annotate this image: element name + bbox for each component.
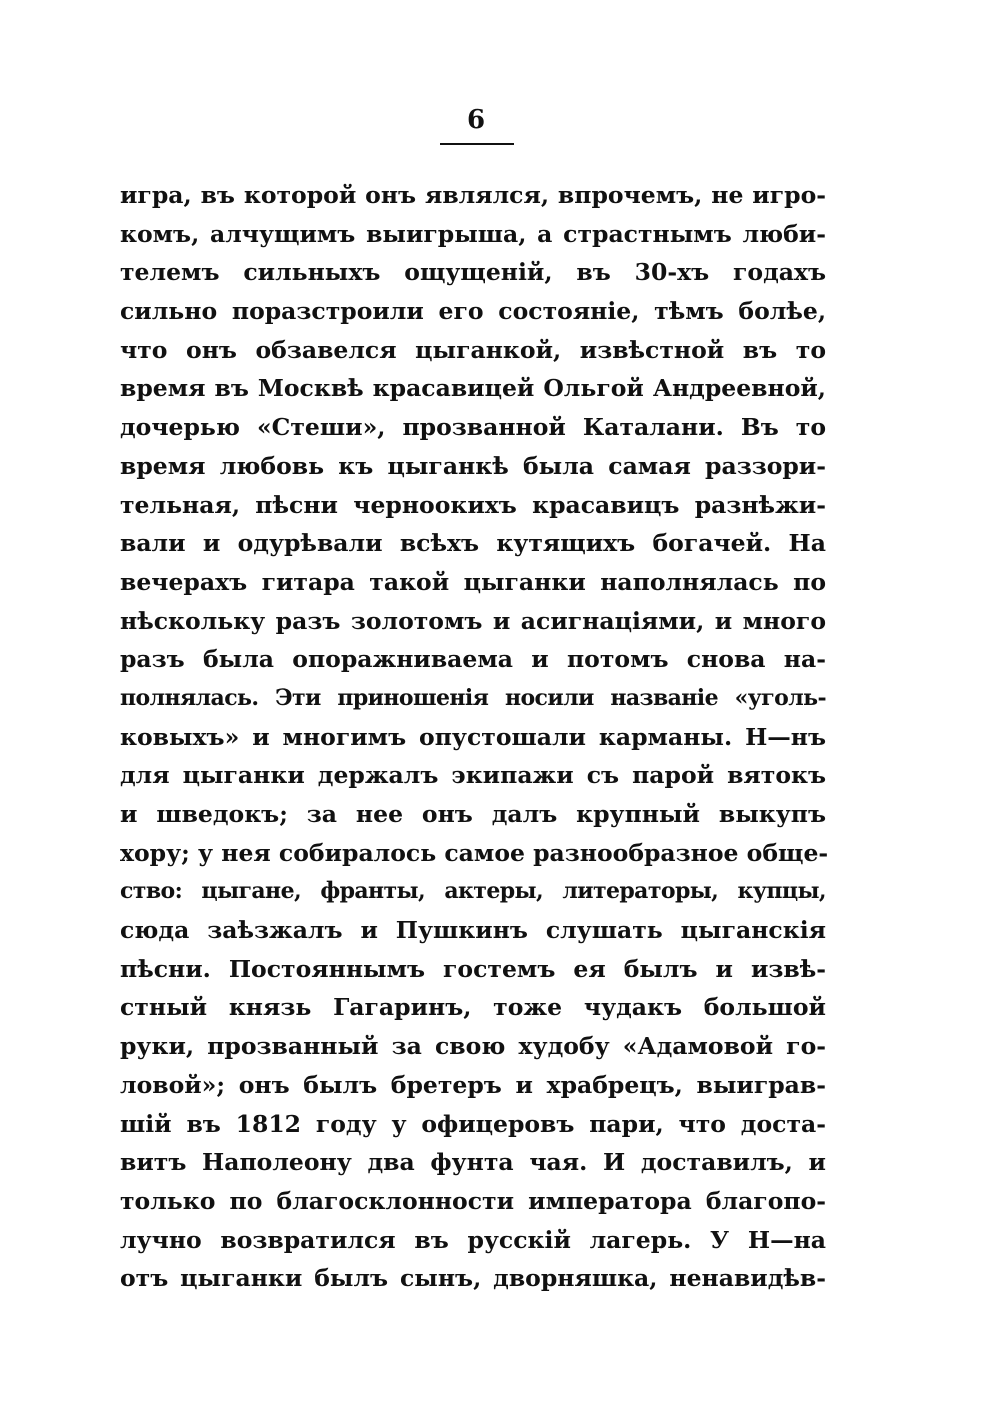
text-line: лучно возвратился въ русскій лагерь. У Н—на bbox=[120, 1225, 826, 1254]
text-line: вечерахъ гитара такой цыганки наполнялась по bbox=[120, 567, 826, 596]
text-line: тельная, пѣсни черноокихъ красавицъ разнѣжи- bbox=[120, 490, 826, 519]
text-line: и шведокъ; за нее онъ далъ крупный выкупъ bbox=[120, 800, 826, 828]
text-line: дочерью «Стеши», прозванной Каталани. Въ то bbox=[120, 413, 826, 442]
text-line: телемъ сильныхъ ощущеній, въ 30-хъ годахъ bbox=[120, 258, 826, 287]
text-line: витъ Наполеону два фунта чая. И доставилъ, и bbox=[120, 1148, 826, 1177]
text-line: комъ, алчущимъ выигрыша, а страстнымъ люби- bbox=[120, 219, 826, 248]
text-line: ство: цыгане, франты, актеры, литераторы, купцы, bbox=[120, 878, 826, 905]
page-number-rule bbox=[440, 143, 514, 145]
text-line: пѣсни. Постояннымъ гостемъ ея былъ и извѣ- bbox=[120, 954, 826, 983]
text-line: для цыганки держалъ экипажи съ парой вятокъ bbox=[120, 761, 826, 790]
text-line: сюда заѣзжалъ и Пушкинъ слушать цыганскія bbox=[120, 916, 826, 945]
text-line: стный князь Гагаринъ, тоже чудакъ большой bbox=[120, 993, 826, 1022]
text-line: отъ цыганки былъ сынъ, дворняшка, ненавидѣв- bbox=[120, 1264, 826, 1293]
text-line: время любовь къ цыганкѣ была самая раззори- bbox=[120, 451, 826, 480]
text-line: хору; у нея собиралось самое разнообразное обще- bbox=[120, 838, 829, 867]
text-line: время въ Москвѣ красавицей Ольгой Андреевной, bbox=[120, 374, 826, 403]
text-line: сильно поразстроили его состояніе, тѣмъ болѣе, bbox=[120, 297, 826, 326]
text-line: руки, прозванный за свою худобу «Адамовой го- bbox=[120, 1032, 826, 1061]
text-line: разъ была опоражниваема и потомъ снова на- bbox=[120, 645, 826, 674]
text-line: ловой»; онъ былъ бретеръ и храбрецъ, выиграв- bbox=[120, 1070, 826, 1099]
text-line: игра, въ которой онъ являлся, впрочемъ, не игро- bbox=[120, 181, 826, 209]
text-line: ковыхъ» и многимъ опустошали карманы. Н—нъ bbox=[120, 722, 826, 751]
text-line: шій въ 1812 году у офицеровъ пари, что доста- bbox=[120, 1109, 826, 1138]
text-line: вали и одурѣвали всѣхъ кутящихъ богачей. На bbox=[120, 529, 826, 558]
text-line: что онъ обзавелся цыганкой, извѣстной въ то bbox=[120, 335, 826, 364]
text-line: полнялась. Эти приношенія носили названіе «уголь- bbox=[120, 684, 826, 711]
text-line: только по благосклонности императора благопо- bbox=[120, 1186, 826, 1215]
page-number: 6 bbox=[466, 105, 486, 135]
body-text bbox=[120, 176, 829, 1298]
text-line: нѣскольку разъ золотомъ и асигнаціями, и много bbox=[120, 606, 826, 635]
